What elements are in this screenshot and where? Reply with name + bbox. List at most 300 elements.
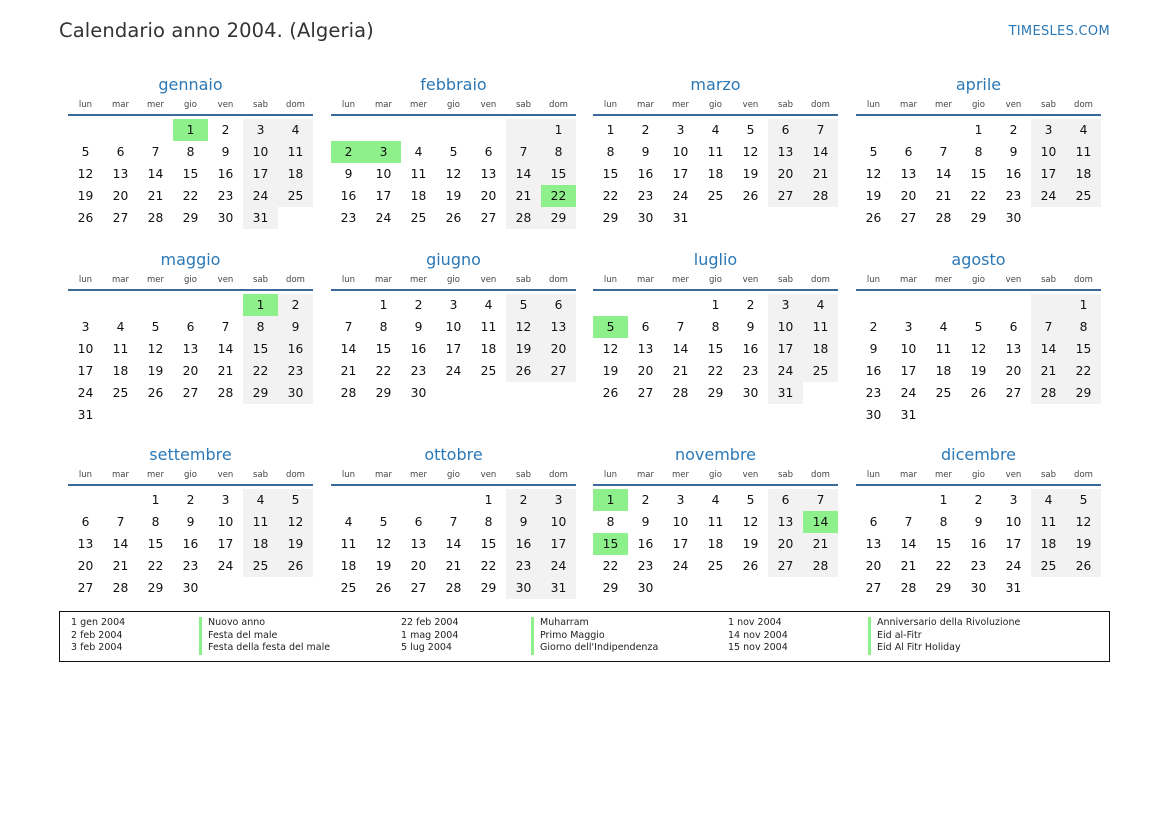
day-cell[interactable]: 17	[217, 537, 234, 551]
day-cell[interactable]: 9	[974, 515, 983, 529]
day-cell[interactable]: 21	[340, 364, 357, 378]
day-cell[interactable]: 22	[1066, 360, 1101, 382]
day-cell[interactable]: 10	[1005, 515, 1022, 529]
day-cell[interactable]: 22	[243, 360, 278, 382]
day-cell[interactable]: 9	[641, 515, 650, 529]
day-cell[interactable]: 27	[1005, 386, 1022, 400]
day-cell[interactable]: 16	[865, 364, 882, 378]
day-cell[interactable]: 29	[970, 211, 987, 225]
day-cell[interactable]: 20	[77, 559, 94, 573]
day-cell[interactable]: 20	[768, 533, 803, 555]
day-cell[interactable]: 11	[340, 537, 357, 551]
day-cell[interactable]: 22	[970, 189, 987, 203]
day-cell[interactable]: 27	[768, 185, 803, 207]
day-cell[interactable]: 12	[742, 145, 759, 159]
day-cell[interactable]: 26	[77, 211, 94, 225]
day-cell[interactable]: 16	[637, 167, 654, 181]
day-cell[interactable]: 10	[672, 145, 689, 159]
day-cell[interactable]: 8	[711, 320, 720, 334]
day-cell[interactable]: 4	[243, 489, 278, 511]
day-cell[interactable]: 14	[506, 163, 541, 185]
day-cell[interactable]: 16	[410, 342, 427, 356]
day-cell[interactable]: 2	[331, 141, 366, 163]
day-cell[interactable]: 13	[637, 342, 654, 356]
day-cell[interactable]: 14	[445, 537, 462, 551]
day-cell[interactable]: 26	[742, 189, 759, 203]
day-cell[interactable]: 15	[970, 167, 987, 181]
day-cell[interactable]: 1	[606, 123, 615, 137]
day-cell[interactable]: 15	[593, 533, 628, 555]
day-cell[interactable]: 13	[900, 167, 917, 181]
day-cell[interactable]: 7	[1031, 316, 1066, 338]
day-cell[interactable]: 27	[865, 581, 882, 595]
day-cell[interactable]: 24	[1005, 559, 1022, 573]
day-cell[interactable]: 2	[506, 489, 541, 511]
day-cell[interactable]: 18	[480, 342, 497, 356]
day-cell[interactable]: 10	[445, 320, 462, 334]
day-cell[interactable]: 30	[217, 211, 234, 225]
day-cell[interactable]: 16	[217, 167, 234, 181]
day-cell[interactable]: 5	[593, 316, 628, 338]
day-cell[interactable]: 2	[278, 294, 313, 316]
day-cell[interactable]: 10	[672, 515, 689, 529]
day-cell[interactable]: 14	[217, 342, 234, 356]
day-cell[interactable]: 27	[112, 211, 129, 225]
day-cell[interactable]: 26	[147, 386, 164, 400]
day-cell[interactable]: 2	[186, 493, 195, 507]
day-cell[interactable]: 2	[869, 320, 878, 334]
day-cell[interactable]: 31	[243, 207, 278, 229]
day-cell[interactable]: 28	[935, 211, 952, 225]
day-cell[interactable]: 31	[900, 408, 917, 422]
day-cell[interactable]: 4	[939, 320, 948, 334]
day-cell[interactable]: 8	[939, 515, 948, 529]
day-cell[interactable]: 26	[445, 211, 462, 225]
day-cell[interactable]: 11	[480, 320, 497, 334]
day-cell[interactable]: 22	[935, 559, 952, 573]
day-cell[interactable]: 22	[480, 559, 497, 573]
day-cell[interactable]: 17	[77, 364, 94, 378]
day-cell[interactable]: 26	[506, 360, 541, 382]
day-cell[interactable]: 20	[182, 364, 199, 378]
day-cell[interactable]: 19	[742, 537, 759, 551]
day-cell[interactable]: 6	[484, 145, 493, 159]
day-cell[interactable]: 5	[278, 489, 313, 511]
day-cell[interactable]: 19	[506, 338, 541, 360]
day-cell[interactable]: 2	[221, 123, 230, 137]
day-cell[interactable]: 14	[1031, 338, 1066, 360]
day-cell[interactable]: 25	[707, 189, 724, 203]
day-cell[interactable]: 2	[641, 493, 650, 507]
day-cell[interactable]: 10	[243, 141, 278, 163]
day-cell[interactable]: 9	[746, 320, 755, 334]
day-cell[interactable]: 31	[672, 211, 689, 225]
day-cell[interactable]: 4	[116, 320, 125, 334]
day-cell[interactable]: 11	[112, 342, 129, 356]
day-cell[interactable]: 3	[1009, 493, 1018, 507]
day-cell[interactable]: 17	[445, 342, 462, 356]
day-cell[interactable]: 13	[541, 316, 576, 338]
day-cell[interactable]: 4	[344, 515, 353, 529]
day-cell[interactable]: 24	[445, 364, 462, 378]
day-cell[interactable]: 19	[147, 364, 164, 378]
day-cell[interactable]: 28	[147, 211, 164, 225]
day-cell[interactable]: 1	[379, 298, 388, 312]
day-cell[interactable]: 3	[221, 493, 230, 507]
day-cell[interactable]: 12	[506, 316, 541, 338]
day-cell[interactable]: 14	[803, 141, 838, 163]
day-cell[interactable]: 28	[803, 555, 838, 577]
day-cell[interactable]: 20	[410, 559, 427, 573]
day-cell[interactable]: 25	[112, 386, 129, 400]
day-cell[interactable]: 14	[935, 167, 952, 181]
day-cell[interactable]: 22	[147, 559, 164, 573]
day-cell[interactable]: 27	[480, 211, 497, 225]
day-cell[interactable]: 4	[278, 119, 313, 141]
day-cell[interactable]: 25	[935, 386, 952, 400]
day-cell[interactable]: 4	[803, 294, 838, 316]
day-cell[interactable]: 7	[904, 515, 913, 529]
day-cell[interactable]: 22	[182, 189, 199, 203]
day-cell[interactable]: 1	[484, 493, 493, 507]
day-cell[interactable]: 6	[541, 294, 576, 316]
day-cell[interactable]: 15	[375, 342, 392, 356]
day-cell[interactable]: 15	[935, 537, 952, 551]
day-cell[interactable]: 3	[81, 320, 90, 334]
day-cell[interactable]: 16	[1005, 167, 1022, 181]
day-cell[interactable]: 28	[900, 581, 917, 595]
day-cell[interactable]: 7	[506, 141, 541, 163]
day-cell[interactable]: 24	[217, 559, 234, 573]
day-cell[interactable]: 18	[803, 338, 838, 360]
day-cell[interactable]: 7	[221, 320, 230, 334]
day-cell[interactable]: 17	[243, 163, 278, 185]
day-cell[interactable]: 23	[410, 364, 427, 378]
day-cell[interactable]: 3	[449, 298, 458, 312]
day-cell[interactable]: 9	[278, 316, 313, 338]
day-cell[interactable]: 10	[217, 515, 234, 529]
day-cell[interactable]: 30	[970, 581, 987, 595]
day-cell[interactable]: 19	[445, 189, 462, 203]
day-cell[interactable]: 9	[641, 145, 650, 159]
day-cell[interactable]: 14	[147, 167, 164, 181]
day-cell[interactable]: 23	[340, 211, 357, 225]
day-cell[interactable]: 21	[445, 559, 462, 573]
day-cell[interactable]: 30	[410, 386, 427, 400]
day-cell[interactable]: 4	[1031, 489, 1066, 511]
day-cell[interactable]: 20	[112, 189, 129, 203]
day-cell[interactable]: 17	[375, 189, 392, 203]
day-cell[interactable]: 25	[707, 559, 724, 573]
day-cell[interactable]: 24	[768, 360, 803, 382]
day-cell[interactable]: 12	[865, 167, 882, 181]
day-cell[interactable]: 24	[541, 555, 576, 577]
day-cell[interactable]: 18	[707, 537, 724, 551]
day-cell[interactable]: 15	[707, 342, 724, 356]
day-cell[interactable]: 25	[340, 581, 357, 595]
day-cell[interactable]: 20	[865, 559, 882, 573]
day-cell[interactable]: 29	[541, 207, 576, 229]
day-cell[interactable]: 9	[414, 320, 423, 334]
day-cell[interactable]: 1	[593, 489, 628, 511]
day-cell[interactable]: 24	[672, 559, 689, 573]
day-cell[interactable]: 23	[182, 559, 199, 573]
day-cell[interactable]: 11	[278, 141, 313, 163]
day-cell[interactable]: 7	[803, 119, 838, 141]
day-cell[interactable]: 27	[768, 555, 803, 577]
day-cell[interactable]: 14	[803, 511, 838, 533]
day-cell[interactable]: 15	[480, 537, 497, 551]
day-cell[interactable]: 29	[480, 581, 497, 595]
day-cell[interactable]: 25	[1066, 185, 1101, 207]
day-cell[interactable]: 19	[970, 364, 987, 378]
day-cell[interactable]: 23	[217, 189, 234, 203]
day-cell[interactable]: 14	[672, 342, 689, 356]
day-cell[interactable]: 22	[602, 559, 619, 573]
day-cell[interactable]: 21	[1031, 360, 1066, 382]
day-cell[interactable]: 19	[602, 364, 619, 378]
day-cell[interactable]: 8	[606, 515, 615, 529]
day-cell[interactable]: 8	[606, 145, 615, 159]
day-cell[interactable]: 5	[869, 145, 878, 159]
day-cell[interactable]: 26	[970, 386, 987, 400]
day-cell[interactable]: 15	[243, 338, 278, 360]
day-cell[interactable]: 22	[375, 364, 392, 378]
day-cell[interactable]: 19	[1066, 533, 1101, 555]
day-cell[interactable]: 23	[742, 364, 759, 378]
day-cell[interactable]: 28	[672, 386, 689, 400]
day-cell[interactable]: 12	[375, 537, 392, 551]
day-cell[interactable]: 23	[506, 555, 541, 577]
day-cell[interactable]: 11	[707, 515, 724, 529]
day-cell[interactable]: 18	[340, 559, 357, 573]
day-cell[interactable]: 1	[711, 298, 720, 312]
day-cell[interactable]: 25	[243, 555, 278, 577]
day-cell[interactable]: 23	[637, 559, 654, 573]
day-cell[interactable]: 30	[506, 577, 541, 599]
day-cell[interactable]: 24	[77, 386, 94, 400]
day-cell[interactable]: 11	[707, 145, 724, 159]
day-cell[interactable]: 2	[641, 123, 650, 137]
day-cell[interactable]: 28	[506, 207, 541, 229]
day-cell[interactable]: 20	[637, 364, 654, 378]
day-cell[interactable]: 31	[541, 577, 576, 599]
day-cell[interactable]: 18	[243, 533, 278, 555]
day-cell[interactable]: 24	[375, 211, 392, 225]
day-cell[interactable]: 25	[410, 211, 427, 225]
day-cell[interactable]: 16	[970, 537, 987, 551]
day-cell[interactable]: 22	[707, 364, 724, 378]
day-cell[interactable]: 13	[865, 537, 882, 551]
day-cell[interactable]: 9	[1009, 145, 1018, 159]
day-cell[interactable]: 10	[541, 511, 576, 533]
day-cell[interactable]: 2	[414, 298, 423, 312]
day-cell[interactable]: 12	[1066, 511, 1101, 533]
day-cell[interactable]: 6	[414, 515, 423, 529]
day-cell[interactable]: 25	[278, 185, 313, 207]
day-cell[interactable]: 29	[1066, 382, 1101, 404]
day-cell[interactable]: 10	[77, 342, 94, 356]
day-cell[interactable]: 1	[974, 123, 983, 137]
day-cell[interactable]: 16	[182, 537, 199, 551]
day-cell[interactable]: 20	[900, 189, 917, 203]
day-cell[interactable]: 21	[935, 189, 952, 203]
day-cell[interactable]: 13	[77, 537, 94, 551]
day-cell[interactable]: 21	[147, 189, 164, 203]
day-cell[interactable]: 13	[768, 511, 803, 533]
day-cell[interactable]: 28	[1031, 382, 1066, 404]
day-cell[interactable]: 11	[243, 511, 278, 533]
day-cell[interactable]: 13	[182, 342, 199, 356]
day-cell[interactable]: 6	[1009, 320, 1018, 334]
day-cell[interactable]: 20	[1005, 364, 1022, 378]
day-cell[interactable]: 17	[541, 533, 576, 555]
day-cell[interactable]: 24	[900, 386, 917, 400]
day-cell[interactable]: 26	[1066, 555, 1101, 577]
day-cell[interactable]: 8	[1066, 316, 1101, 338]
day-cell[interactable]: 2	[1009, 123, 1018, 137]
day-cell[interactable]: 17	[768, 338, 803, 360]
day-cell[interactable]: 8	[379, 320, 388, 334]
day-cell[interactable]: 13	[480, 167, 497, 181]
day-cell[interactable]: 5	[974, 320, 983, 334]
day-cell[interactable]: 10	[768, 316, 803, 338]
day-cell[interactable]: 25	[1031, 555, 1066, 577]
day-cell[interactable]: 3	[1031, 119, 1066, 141]
day-cell[interactable]: 29	[602, 581, 619, 595]
day-cell[interactable]: 29	[182, 211, 199, 225]
day-cell[interactable]: 6	[904, 145, 913, 159]
day-cell[interactable]: 23	[1005, 189, 1022, 203]
day-cell[interactable]: 4	[414, 145, 423, 159]
day-cell[interactable]: 9	[186, 515, 195, 529]
day-cell[interactable]: 6	[641, 320, 650, 334]
day-cell[interactable]: 15	[182, 167, 199, 181]
day-cell[interactable]: 27	[77, 581, 94, 595]
day-cell[interactable]: 1	[151, 493, 160, 507]
day-cell[interactable]: 15	[602, 167, 619, 181]
day-cell[interactable]: 31	[1005, 581, 1022, 595]
day-cell[interactable]: 3	[676, 123, 685, 137]
day-cell[interactable]: 26	[602, 386, 619, 400]
day-cell[interactable]: 18	[935, 364, 952, 378]
day-cell[interactable]: 23	[637, 189, 654, 203]
day-cell[interactable]: 28	[217, 386, 234, 400]
day-cell[interactable]: 8	[151, 515, 160, 529]
day-cell[interactable]: 12	[77, 167, 94, 181]
day-cell[interactable]: 12	[278, 511, 313, 533]
day-cell[interactable]: 11	[803, 316, 838, 338]
day-cell[interactable]: 11	[410, 167, 427, 181]
day-cell[interactable]: 5	[746, 493, 755, 507]
day-cell[interactable]: 9	[506, 511, 541, 533]
day-cell[interactable]: 31	[768, 382, 803, 404]
day-cell[interactable]: 8	[974, 145, 983, 159]
day-cell[interactable]: 6	[186, 320, 195, 334]
day-cell[interactable]: 27	[637, 386, 654, 400]
day-cell[interactable]: 24	[1031, 185, 1066, 207]
day-cell[interactable]: 25	[803, 360, 838, 382]
day-cell[interactable]: 12	[742, 515, 759, 529]
day-cell[interactable]: 17	[672, 537, 689, 551]
day-cell[interactable]: 10	[1031, 141, 1066, 163]
day-cell[interactable]: 12	[445, 167, 462, 181]
day-cell[interactable]: 19	[77, 189, 94, 203]
day-cell[interactable]: 27	[900, 211, 917, 225]
day-cell[interactable]: 4	[711, 123, 720, 137]
day-cell[interactable]: 30	[865, 408, 882, 422]
day-cell[interactable]: 16	[340, 189, 357, 203]
day-cell[interactable]: 6	[116, 145, 125, 159]
day-cell[interactable]: 3	[541, 489, 576, 511]
day-cell[interactable]: 3	[768, 294, 803, 316]
day-cell[interactable]: 3	[243, 119, 278, 141]
day-cell[interactable]: 21	[506, 185, 541, 207]
day-cell[interactable]: 14	[112, 537, 129, 551]
day-cell[interactable]: 23	[278, 360, 313, 382]
day-cell[interactable]: 5	[379, 515, 388, 529]
day-cell[interactable]: 29	[707, 386, 724, 400]
day-cell[interactable]: 11	[935, 342, 952, 356]
day-cell[interactable]: 30	[637, 211, 654, 225]
day-cell[interactable]: 3	[676, 493, 685, 507]
day-cell[interactable]: 7	[116, 515, 125, 529]
day-cell[interactable]: 18	[707, 167, 724, 181]
day-cell[interactable]: 12	[147, 342, 164, 356]
day-cell[interactable]: 13	[1005, 342, 1022, 356]
day-cell[interactable]: 1	[173, 119, 208, 141]
day-cell[interactable]: 7	[803, 489, 838, 511]
day-cell[interactable]: 21	[900, 559, 917, 573]
day-cell[interactable]: 30	[637, 581, 654, 595]
day-cell[interactable]: 3	[366, 141, 401, 163]
day-cell[interactable]: 16	[278, 338, 313, 360]
day-cell[interactable]: 23	[970, 559, 987, 573]
day-cell[interactable]: 17	[900, 364, 917, 378]
day-cell[interactable]: 18	[112, 364, 129, 378]
day-cell[interactable]: 30	[742, 386, 759, 400]
day-cell[interactable]: 19	[278, 533, 313, 555]
day-cell[interactable]: 18	[1031, 533, 1066, 555]
day-cell[interactable]: 8	[484, 515, 493, 529]
day-cell[interactable]: 8	[186, 145, 195, 159]
day-cell[interactable]: 29	[935, 581, 952, 595]
day-cell[interactable]: 30	[1005, 211, 1022, 225]
day-cell[interactable]: 27	[182, 386, 199, 400]
day-cell[interactable]: 21	[803, 533, 838, 555]
day-cell[interactable]: 7	[151, 145, 160, 159]
day-cell[interactable]: 14	[340, 342, 357, 356]
day-cell[interactable]: 19	[742, 167, 759, 181]
day-cell[interactable]: 10	[375, 167, 392, 181]
day-cell[interactable]: 29	[147, 581, 164, 595]
day-cell[interactable]: 28	[112, 581, 129, 595]
day-cell[interactable]: 20	[480, 189, 497, 203]
day-cell[interactable]: 18	[410, 189, 427, 203]
day-cell[interactable]: 20	[541, 338, 576, 360]
day-cell[interactable]: 29	[602, 211, 619, 225]
day-cell[interactable]: 21	[112, 559, 129, 573]
day-cell[interactable]: 16	[742, 342, 759, 356]
day-cell[interactable]: 18	[278, 163, 313, 185]
day-cell[interactable]: 5	[1066, 489, 1101, 511]
day-cell[interactable]: 29	[375, 386, 392, 400]
day-cell[interactable]: 26	[278, 555, 313, 577]
day-cell[interactable]: 8	[243, 316, 278, 338]
day-cell[interactable]: 14	[900, 537, 917, 551]
day-cell[interactable]: 24	[243, 185, 278, 207]
day-cell[interactable]: 1	[1066, 294, 1101, 316]
